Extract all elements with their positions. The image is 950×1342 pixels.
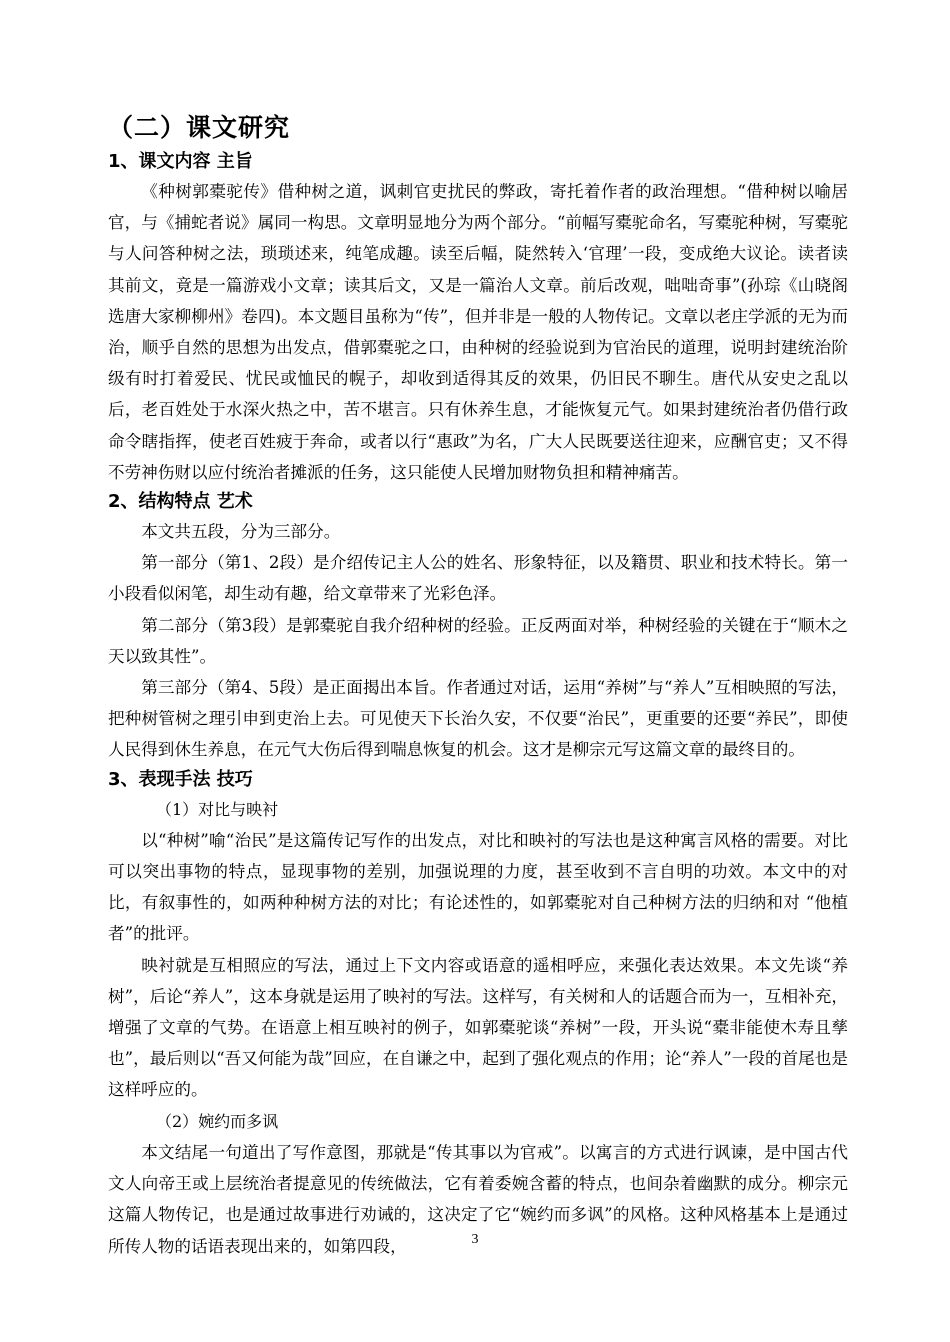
subheading-content-theme: 1、课文内容 主旨 xyxy=(108,151,253,172)
subsection-label-subtle-satire: （2）婉约而多讽 xyxy=(156,1111,279,1131)
paragraph: 第三部分（第4、5段）是正面揭出本旨。作者通过对话，运用“养树”与“养人”互相映照的写法，把种树管树之理引申到吏治上去。可见使天下长治久安，不仅要“治民”，更重要的还要“养民”，即使人民得到休生养息，在元气大伤后得到喘息恢复的机会。这才是柳宗元写这篇文章的最终目的。 xyxy=(108,678,848,760)
subsection-label-contrast: （1）对比与映衬 xyxy=(156,799,279,819)
page-number: 3 xyxy=(471,1232,479,1247)
paragraph: 以“种树”喻“治民”是这篇传记写作的出发点，对比和映衬的写法也是这种寓言风格的需要。对比可以突出事物的特点，显现事物的差别，加强说理的力度，甚至收到不言自明的功效。本文中的对比，有叙事性的，如两种种树方法的对比；有论述性的，如郭橐驼对自己种树方法的归纳和对 “他植者”的批评。 xyxy=(108,830,848,944)
paragraph: 第二部分（第3段）是郭橐驼自我介绍种树的经验。正反两面对举，种树经验的关键在于“顺木之天以致其性”。 xyxy=(108,615,848,666)
paragraph: 《种树郭橐驼传》借种树之道，讽刺官吏扰民的弊政，寄托着作者的政治理想。“借种树以喻居官，与《捕蛇者说》属同一构思。文章明显地分为两个部分。“前幅写橐驼命名，写橐驼种树，写橐驼与人问答种树之法，琐琐述来，纯笔成趣。读至后幅，陡然转入‘官理’一段，变成绝大议论。读者读其前文，竟是一篇游戏小文章；读其后文，又是一篇治人文章。前后改观，咄咄奇事”(孙琮《山晓阁选唐大家柳柳州》卷四)。本文题目虽称为“传”，但并非是一般的人物传记。文章以老庄学派的无为而治，顺乎自然的思想为出发点，借郭橐驼之口，由种树的经验说到为官治民的道理，说明封建统治阶级有时打着爱民、忧民或恤民的幌子，却收到适得其反的效果，仍旧民不聊生。唐代从安史之乱以后，老百姓处于水深火热之中，苦不堪言。只有休养生息，才能恢复元气。如果封建统治者仍借行政命令瞎指挥，使老百姓疲于奔命，或者以行“惠政”为名，广大人民既要送往迎来，应酬官吏；又不得不劳神伤财以应付统治者摊派的任务，这只能使人民增加财物负担和精神痛苦。 xyxy=(108,182,848,482)
paragraph: 本文共五段，分为三部分。 xyxy=(141,522,341,542)
subheading-techniques: 3、表现手法 技巧 xyxy=(108,768,253,790)
subheading-structure: 2、结构特点 艺术 xyxy=(108,491,253,513)
paragraph: 映衬就是互相照应的写法，通过上下文内容或语意的遥相呼应，来强化表达效果。本文先谈“养树”，后论“养人”，这本身就是运用了映衬的写法。这样写，有关树和人的话题合而为一，互相补充，增强了文章的气势。在语意上相互映衬的例子，如郭橐驼谈“养树”一段，开头说“橐非能使木寿且孳也”，最后则以“吾又何能为哉”回应，在自谦之中，起到了强化观点的作用；论“养人”一段的首尾也是这样呼应的。 xyxy=(108,955,848,1100)
paragraph: 本文结尾一句道出了写作意图，那就是“传其事以为官戒”。以寓言的方式进行讽谏，是中国古代文人向帝王或上层统治者提意见的传统做法，它有着委婉含蓄的特点，也间杂着幽默的成分。柳宗元这篇人物传记，也是通过故事进行劝诫的，这决定了它“婉约而多讽”的风格。这种风格基本上是通过所传人物的话语表现出来的，如第四段， xyxy=(108,1142,848,1256)
paragraph: 第一部分（第1、2段）是介绍传记主人公的姓名、形象特征，以及籍贯、职业和技术特长。第一小段看似闲笔，却生动有趣，给文章带来了光彩色泽。 xyxy=(108,553,848,604)
document-page xyxy=(108,110,848,1262)
section-title: （二）课文研究 xyxy=(108,113,291,142)
